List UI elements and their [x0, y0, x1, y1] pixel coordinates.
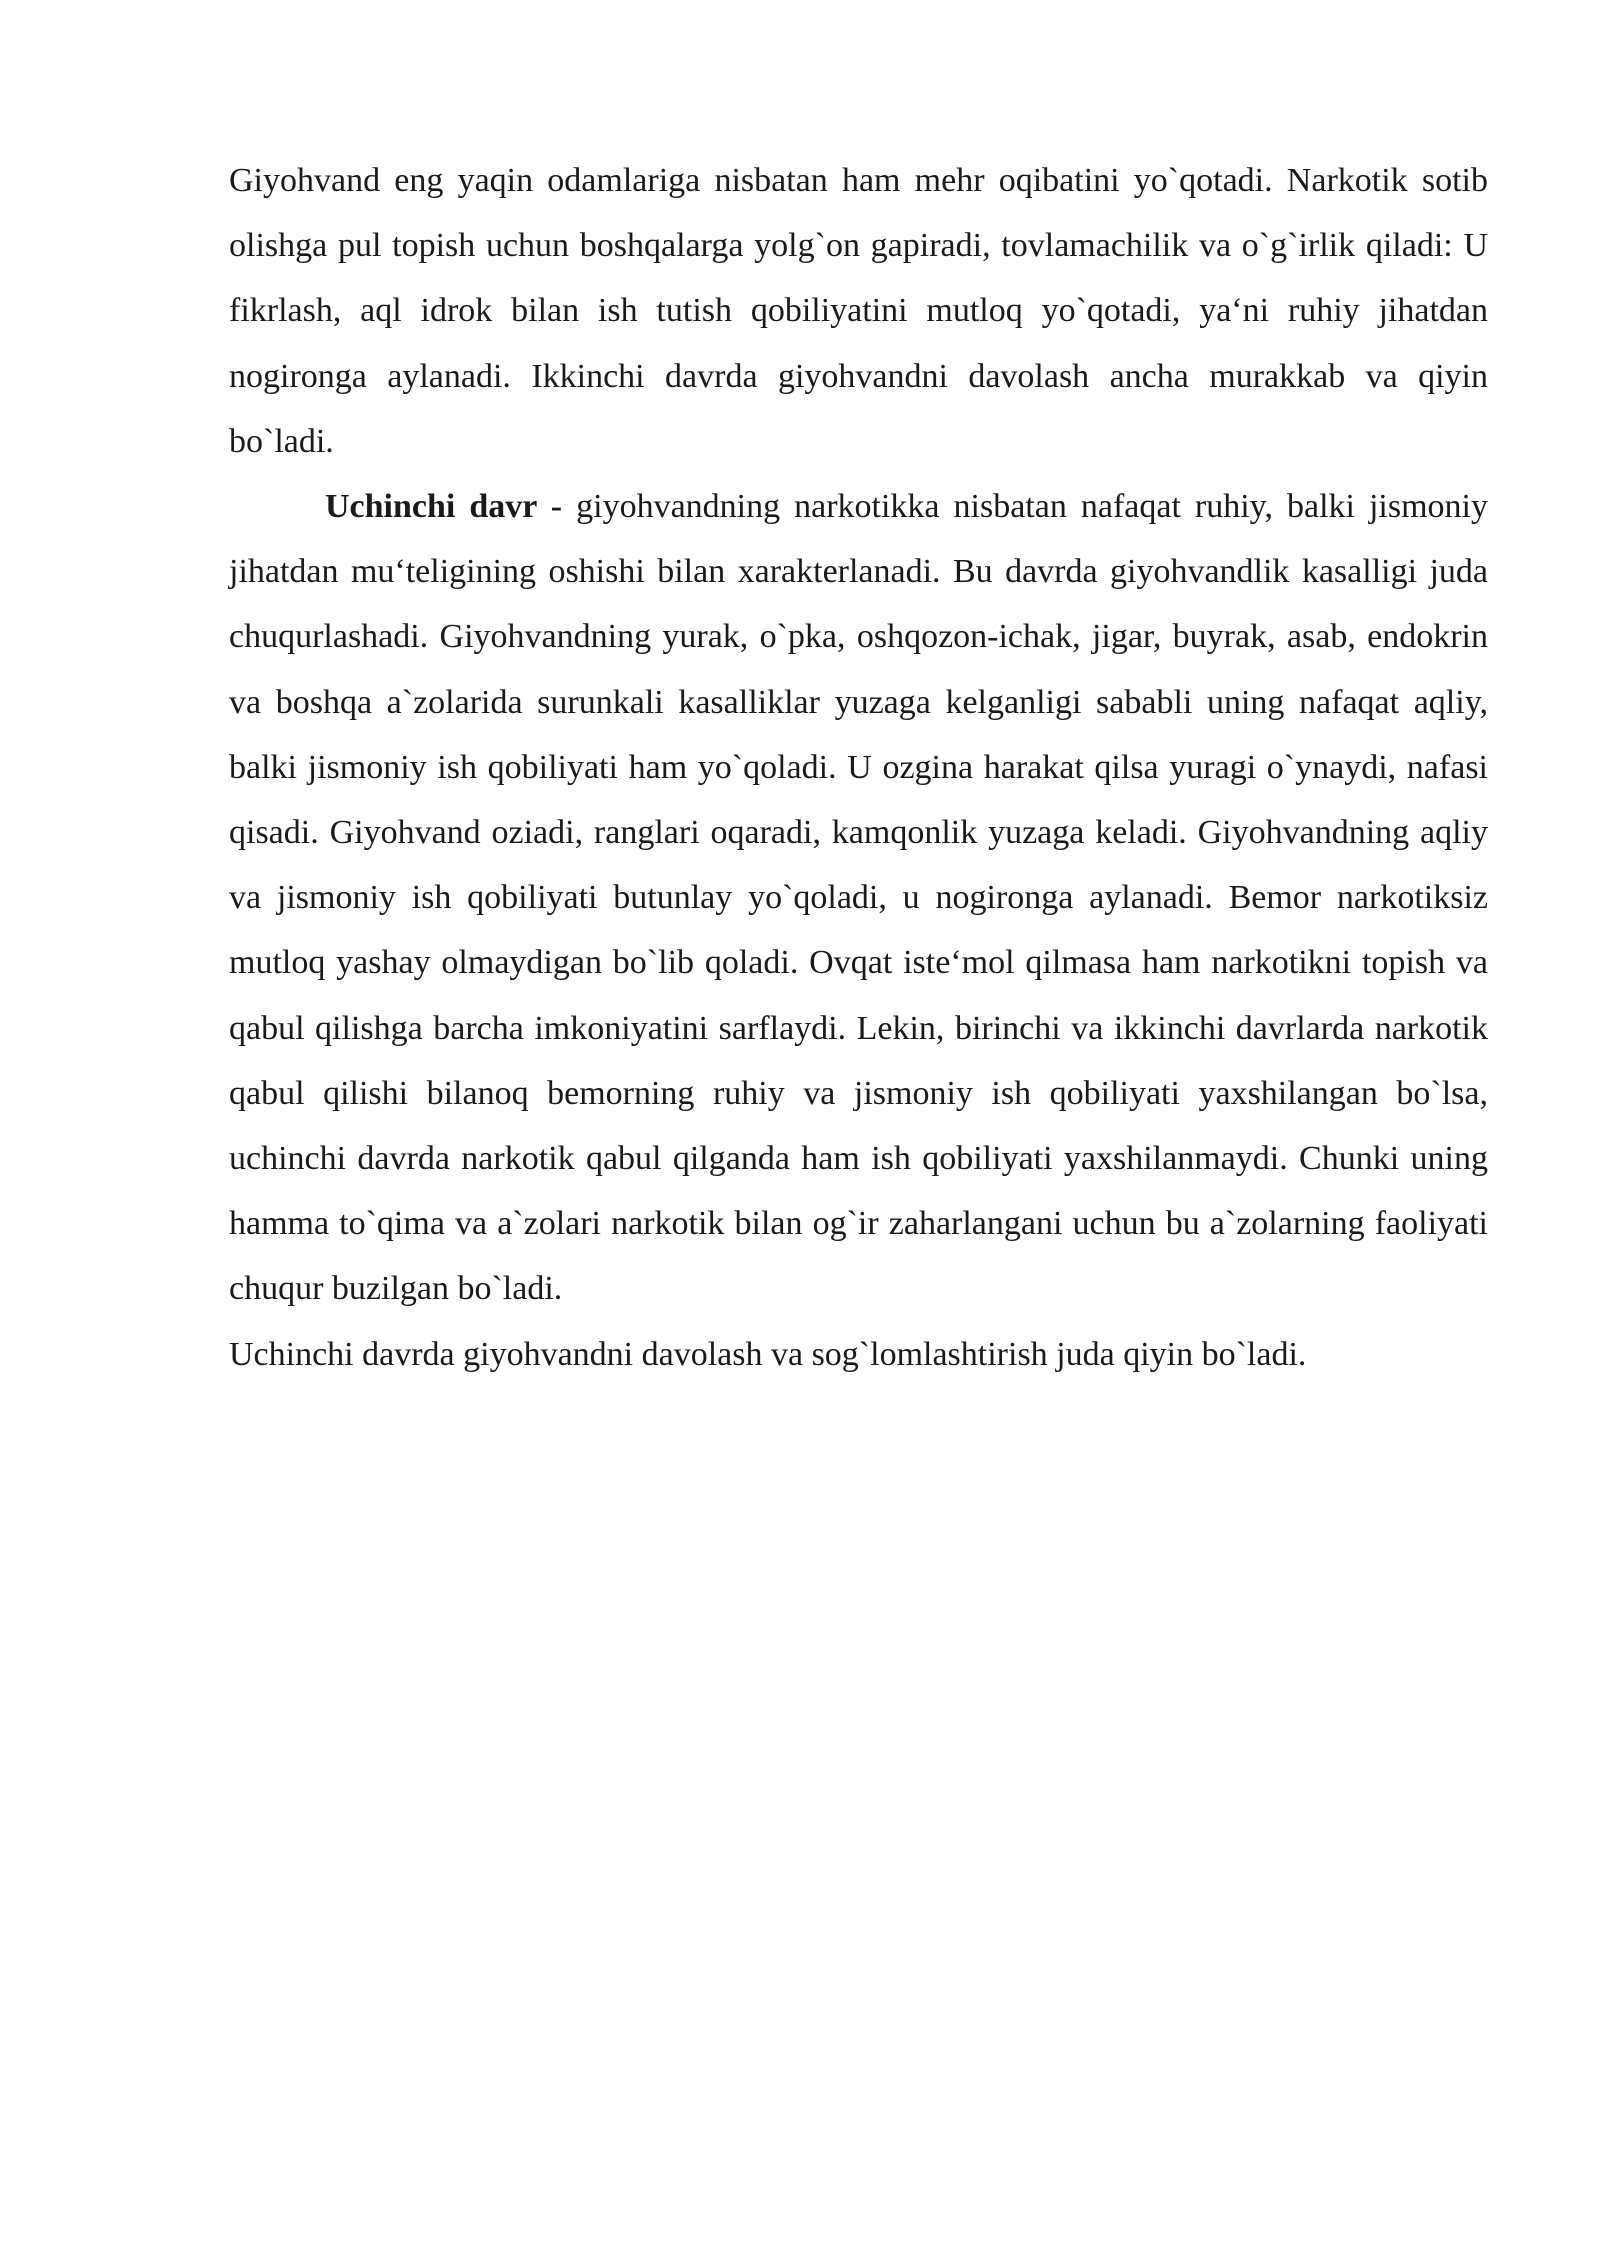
paragraph-1: Giyohvand eng yaqin odamlariga nisbatan ham mehr oqibatini yo`qotadi. Narkotik sotib olishga pul topish uchun boshqalarga yolg`on gapiradi, tovlamachilik va o`g`irlik qiladi: U fikrlash, aql idrok bilan ish tutish qobiliyatini mutloq yo`qotadi, ya‘ni ruhiy jihatdan nogironga aylanadi. Ikkinchi davrda giyohvandni davolash ancha murakkab va qiyin bo`ladi.	[229, 162, 1488, 460]
paragraph-2	[229, 474, 1488, 1322]
paragraph-2-body: giyohvandning narkotikka nisbatan nafaqat ruhiy, balki jismoniy jihatdan mu‘teligining oshishi bilan xarakterlanadi. Bu davrda giyohvandlik kasalligi juda chuqurlashadi. Giyohvandning yurak, o`pka, oshqozon-ichak, jigar, buyrak, asab, endokrin va boshqa a`zolarida surunkali kasalliklar yuzaga kelganligi sababli uning nafaqat aqliy, balki jismoniy ish qobiliyati ham yo`qoladi. U ozgina harakat qilsa yuragi o`ynaydi, nafasi qisadi. Giyohvand oziadi, ranglari oqaradi, kamqonlik yuzaga keladi. Giyohvandning aqliy va jismoniy ish qobiliyati butunlay yo`qoladi, u nogironga aylanadi. Bemor narkotiksiz mutloq yashay olmaydigan bo`lib qoladi. Ovqat iste‘mol qilmasa ham narkotikni topish va qabul qilishga barcha imkoniyatini sarflaydi. Lekin, birinchi va ikkinchi davrlarda narkotik qabul qilishi bilanoq bemorning ruhiy va jismoniy ish qobiliyati yaxshilangan bo`lsa, uchinchi davrda narkotik qabul qilganda ham ish qobiliyati yaxshilanmaydi. Chunki uning hamma to`qima va a`zolari narkotik bilan og`ir zaharlangani uchun bu a`zolarning faoliyati chuqur buzilgan bo`ladi.	[229, 488, 1488, 1308]
section-heading-uchinchi-davr: Uchinchi davr	[325, 488, 537, 526]
document-page	[229, 148, 1488, 1387]
heading-dash: -	[536, 488, 577, 526]
paragraph-3: Uchinchi davrda giyohvandni davolash va sog`lomlashtirish juda qiyin bo`ladi.	[229, 1335, 1307, 1373]
